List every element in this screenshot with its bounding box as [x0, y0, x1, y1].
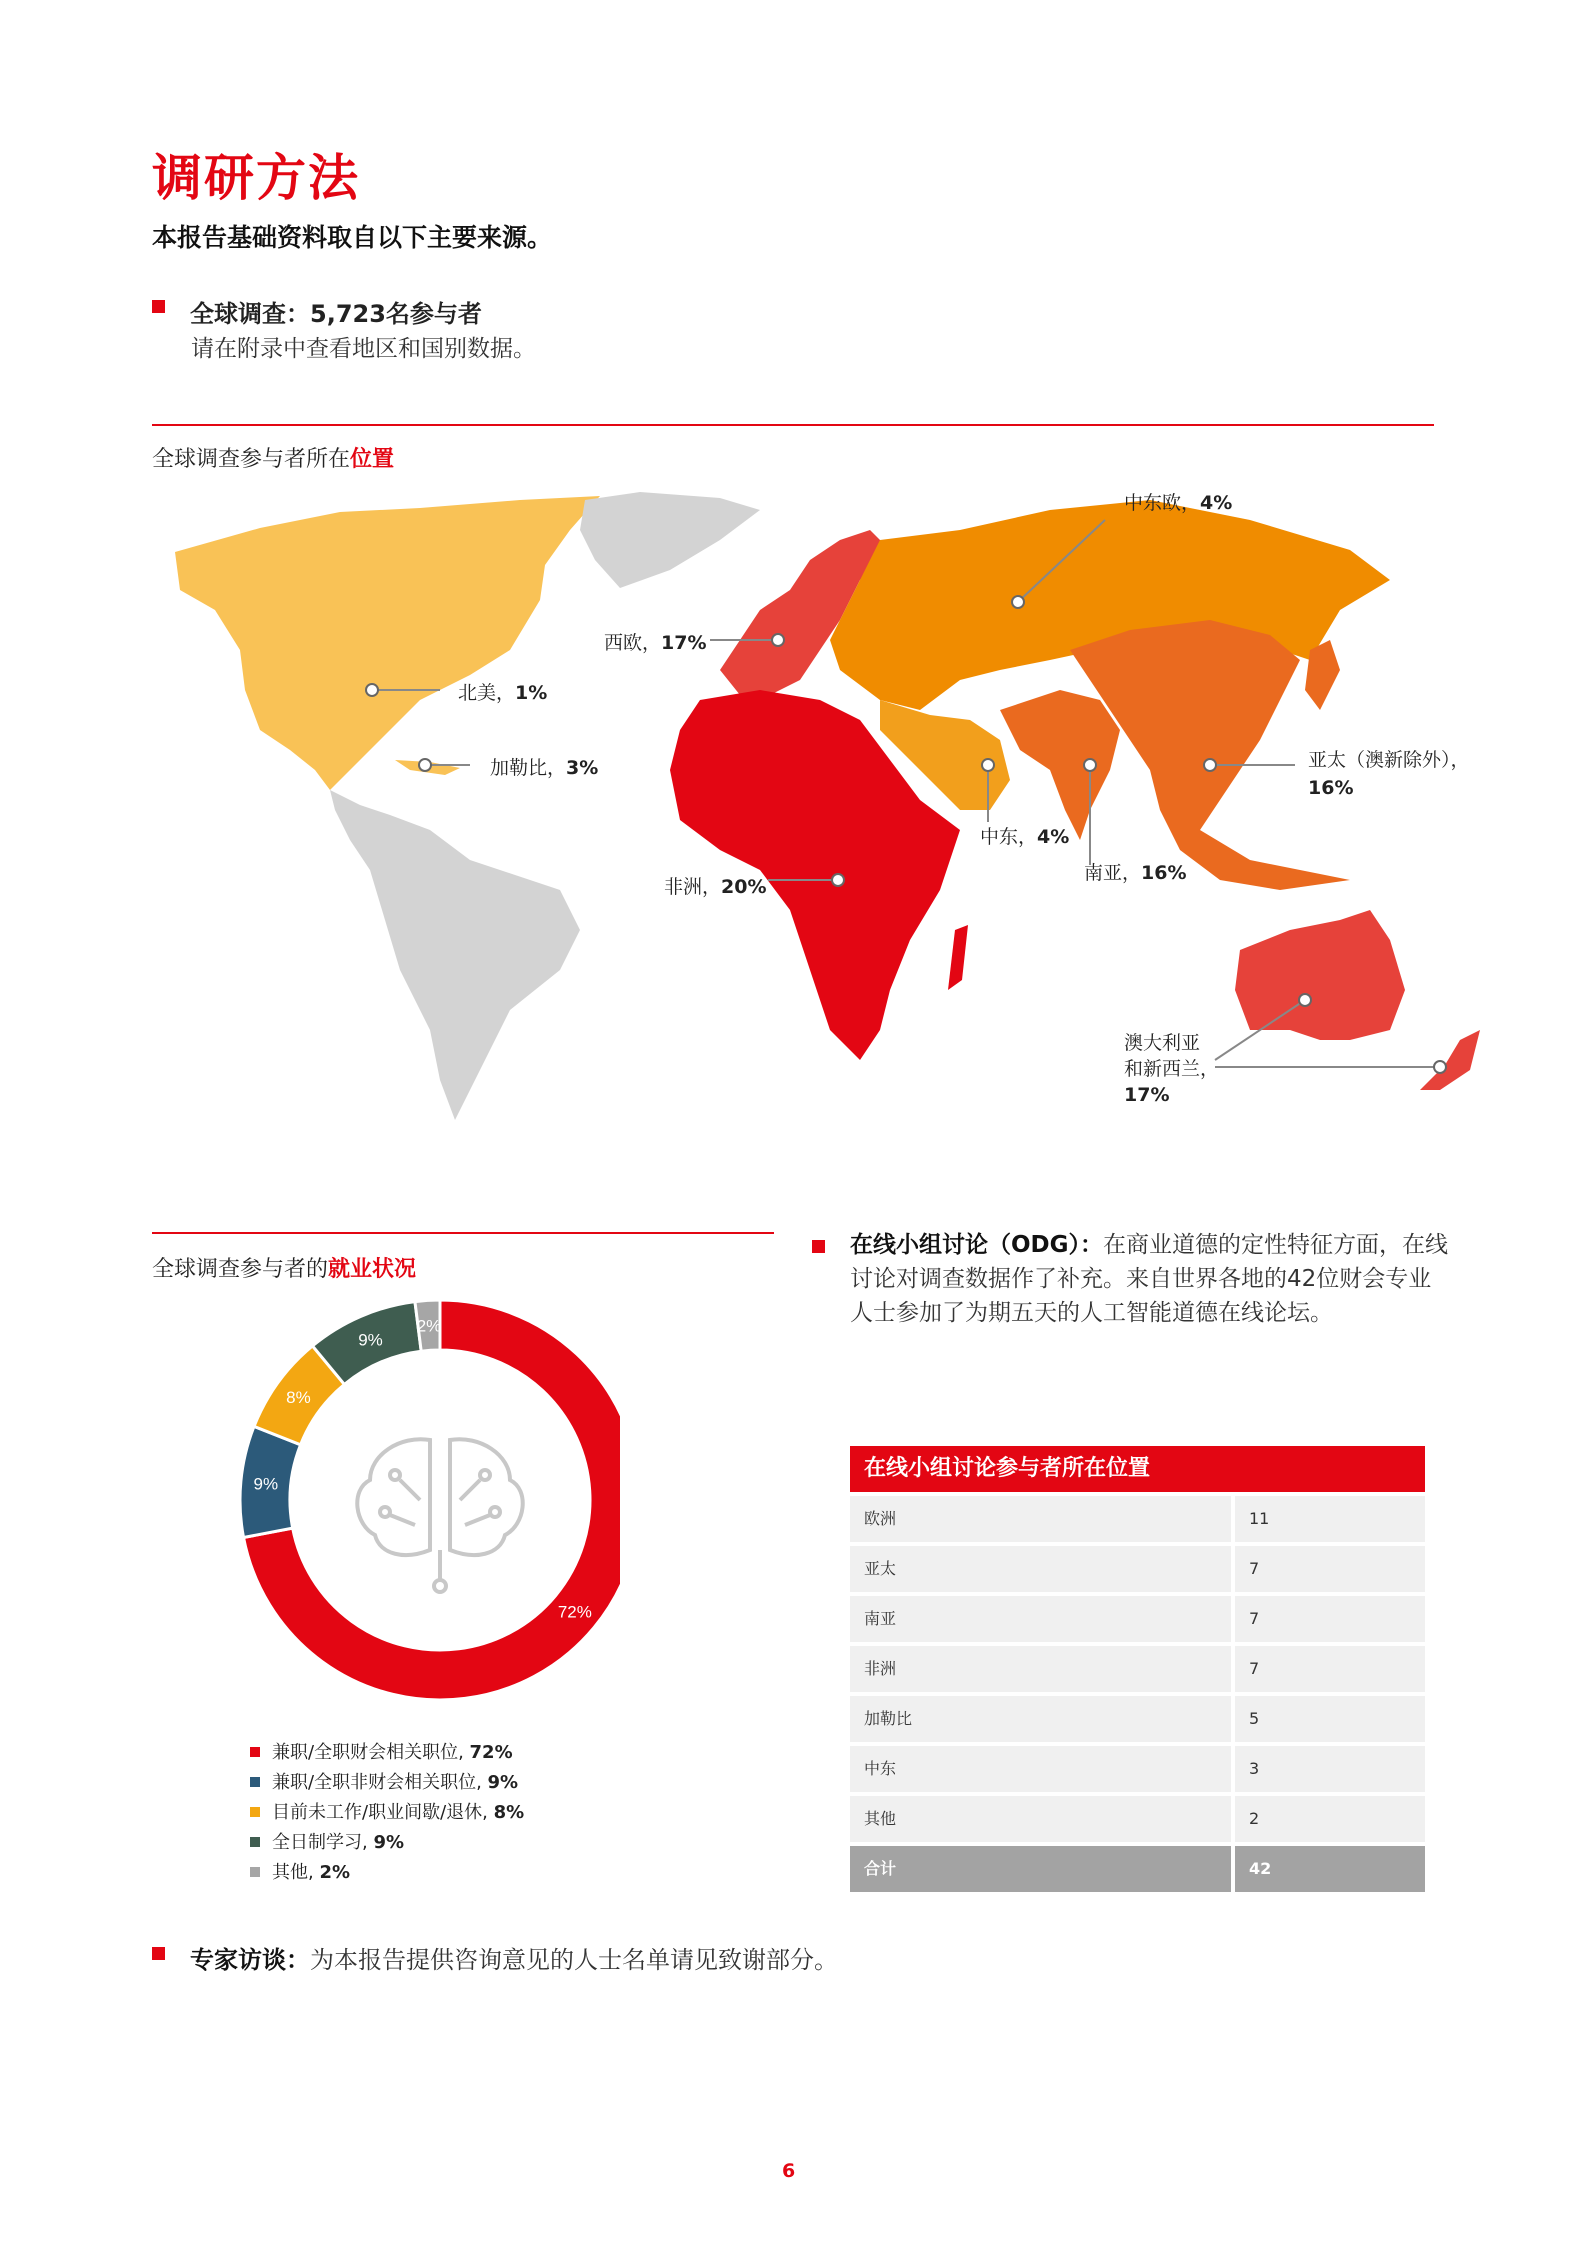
odg-heading: 在线小组讨论（ODG）：: [850, 1232, 1104, 1258]
world-map: [0, 470, 1586, 1160]
table-row: 欧洲 11: [850, 1496, 1425, 1542]
map-caption: [152, 442, 394, 473]
odg-location-table: [850, 1446, 1425, 1892]
page-subtitle: 本报告基础资料取自以下主要来源。: [152, 223, 553, 252]
survey-heading: 全球调查：5,723名参与者: [190, 300, 482, 328]
marker-middle-east: [982, 759, 994, 771]
map-south-america: [330, 790, 580, 1120]
legend-item: 兼职/全职财会相关职位, 72%: [250, 1738, 524, 1768]
label-africa: 非洲，20%: [664, 876, 767, 898]
donut-slice-label: 9%: [358, 1330, 383, 1350]
legend-item: 兼职/全职非财会相关职位, 9%: [250, 1768, 524, 1798]
map-greenland: [580, 492, 760, 588]
employment-caption: [152, 1252, 416, 1283]
map-japan: [1305, 640, 1340, 710]
odg-text: 在商业道德的定性特征方面，在线讨论对调查数据作了补充。来自世界各地的42位财会专业人士参加了为期五天的人工智能道德在线论坛。: [850, 1232, 1449, 1326]
marker-caribbean: [419, 759, 431, 771]
marker-asia-pacific: [1204, 759, 1216, 771]
bullet-square-icon: [152, 1947, 165, 1960]
donut-slice-label: 2%: [416, 1316, 442, 1336]
employment-legend: [250, 1738, 524, 1888]
donut-slice-label: 72%: [557, 1602, 592, 1622]
employment-caption-highlight: 就业状况: [328, 1257, 417, 1282]
page-title: 调研方法: [152, 149, 360, 207]
marker-new-zealand: [1434, 1061, 1446, 1073]
map-caption-text: 全球调查参与者所在: [152, 447, 351, 472]
employment-donut-chart: [240, 1300, 620, 1720]
marker-south-asia: [1084, 759, 1096, 771]
label-north-america: 北美，1%: [458, 682, 548, 704]
table-total-row: 合计 42: [850, 1846, 1425, 1892]
employment-divider: [152, 1232, 774, 1234]
marker-australia: [1299, 994, 1311, 1006]
expert-heading: 专家访谈：: [190, 1946, 310, 1974]
map-australia: [1235, 910, 1405, 1040]
table-row: 中东 3: [850, 1746, 1425, 1792]
section-divider: [152, 424, 1434, 426]
label-western-europe: 西欧，17%: [604, 632, 707, 654]
brain-circuit-icon: [357, 1439, 522, 1592]
table-row: 加勒比 5: [850, 1696, 1425, 1742]
label-central-eastern-europe: 中东欧，4%: [1124, 492, 1233, 514]
bullet-square-icon: [152, 300, 165, 313]
legend-item: 其他, 2%: [250, 1858, 524, 1888]
marker-western-europe: [772, 634, 784, 646]
label-asia-pacific: 亚太（澳新除外）， 16%: [1308, 749, 1470, 799]
marker-africa: [832, 874, 844, 886]
map-south-asia: [1000, 690, 1120, 840]
table-row: 其他 2: [850, 1796, 1425, 1842]
expert-text: 为本报告提供咨询意见的人士名单请见致谢部分。: [310, 1946, 838, 1974]
label-caribbean: 加勒比，3%: [490, 757, 599, 779]
employment-caption-text: 全球调查参与者的: [152, 1257, 329, 1282]
table-row: 非洲 7: [850, 1646, 1425, 1692]
marker-central-eastern-europe: [1012, 596, 1024, 608]
legend-item: 目前未工作/职业间歇/退休, 8%: [250, 1798, 524, 1828]
label-south-asia: 南亚，16%: [1084, 862, 1187, 884]
survey-description: 请在附录中查看地区和国别数据。: [191, 336, 536, 362]
label-australia-nz: 澳大利亚 和新西兰， 17%: [1124, 1032, 1220, 1106]
map-caption-highlight: 位置: [350, 447, 395, 472]
legend-item: 全日制学习, 9%: [250, 1828, 524, 1858]
label-middle-east: 中东，4%: [980, 826, 1070, 848]
bullet-square-icon: [812, 1240, 825, 1253]
donut-slice-label: 8%: [286, 1388, 311, 1408]
marker-north-america: [366, 684, 378, 696]
map-north-america: [175, 496, 600, 790]
donut-slice-label: 9%: [253, 1474, 279, 1494]
map-madagascar: [948, 925, 968, 990]
table-title: 在线小组讨论参与者所在位置: [850, 1446, 1425, 1492]
map-new-zealand: [1420, 1030, 1480, 1090]
page-number: 6: [782, 2160, 796, 2182]
table-row: 亚太 7: [850, 1546, 1425, 1592]
table-row: 南亚 7: [850, 1596, 1425, 1642]
